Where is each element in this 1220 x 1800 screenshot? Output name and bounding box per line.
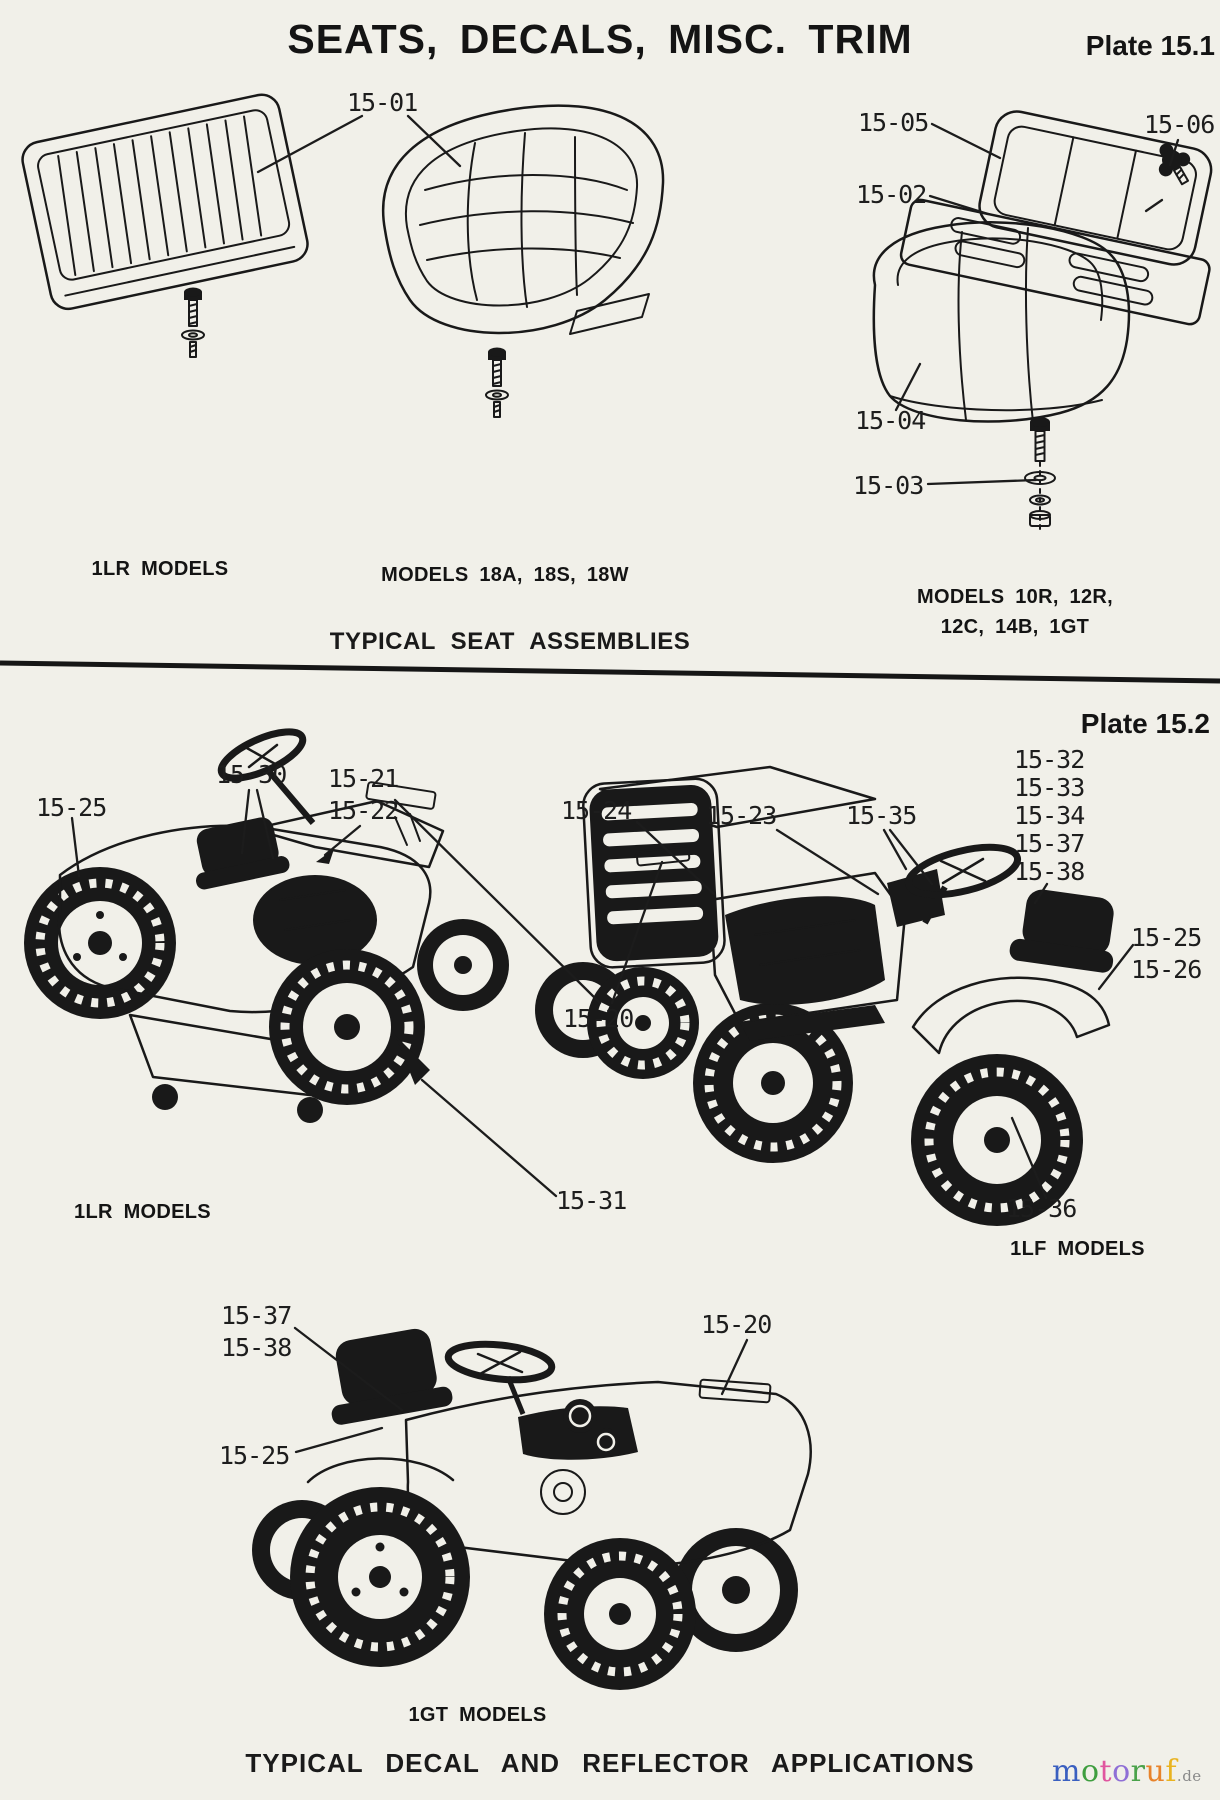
callout-lr-15-30: 15-30 bbox=[216, 760, 287, 789]
callout-gt-15-20: 15-20 bbox=[701, 1310, 772, 1339]
callout-15-33: 15-33 bbox=[1014, 773, 1085, 802]
model-label-1gt: 1GT MODELS bbox=[408, 1704, 547, 1726]
model-label-1lr: 1LR MODELS bbox=[74, 1201, 211, 1223]
callout-15-32: 15-32 bbox=[1014, 745, 1085, 774]
callout-gt-15-37: 15-37 bbox=[221, 1301, 292, 1330]
seat-1lr-drawing bbox=[19, 91, 311, 357]
watermark-letter: r bbox=[1130, 1754, 1146, 1789]
callout-lf-15-36: 15-36 bbox=[1006, 1194, 1077, 1223]
model-label-10r-line1: MODELS 10R, 12R, bbox=[917, 586, 1113, 608]
callout-lr-15-20: 15-20 bbox=[563, 1004, 634, 1033]
watermark-suffix: .de bbox=[1176, 1767, 1202, 1785]
callout-15-03: 15-03 bbox=[853, 471, 924, 500]
tractor-1gt-drawing bbox=[252, 1324, 811, 1690]
watermark-letter: o bbox=[1080, 1754, 1100, 1789]
callout-lr-15-25: 15-25 bbox=[36, 793, 107, 822]
watermark-letter: t bbox=[1099, 1754, 1113, 1789]
callout-lr-15-22: 15-22 bbox=[328, 796, 399, 825]
seat-10r-drawing bbox=[874, 107, 1215, 532]
model-label-18: MODELS 18A, 18S, 18W bbox=[381, 564, 629, 586]
model-label-1lr-seats: 1LR MODELS bbox=[91, 558, 229, 580]
callout-15-04: 15-04 bbox=[855, 406, 926, 435]
page-title: SEATS, DECALS, MISC. TRIM bbox=[287, 16, 913, 62]
watermark-letter: f bbox=[1165, 1754, 1177, 1789]
callout-15-05: 15-05 bbox=[858, 108, 929, 137]
watermark-motoruf bbox=[1052, 1754, 1202, 1789]
watermark-letter: o bbox=[1112, 1754, 1131, 1789]
plate-divider-line bbox=[0, 663, 1220, 681]
callout-15-37: 15-37 bbox=[1014, 829, 1085, 858]
callout-lf-15-35: 15-35 bbox=[846, 801, 917, 830]
callout-gt-15-38: 15-38 bbox=[221, 1333, 292, 1362]
plate2-caption: TYPICAL DECAL AND REFLECTOR APPLICATIONS bbox=[245, 1748, 975, 1778]
callout-lf-15-26: 15-26 bbox=[1131, 955, 1202, 984]
model-label-10r bbox=[865, 582, 1165, 642]
plate1-caption: TYPICAL SEAT ASSEMBLIES bbox=[329, 628, 691, 655]
callout-15-34: 15-34 bbox=[1014, 801, 1085, 830]
callout-15-01: 15-01 bbox=[347, 88, 418, 117]
callout-lf-15-24: 15-24 bbox=[561, 796, 632, 825]
seat-1lr-bolt-icon bbox=[182, 288, 204, 358]
callout-lr-15-21: 15-21 bbox=[328, 764, 399, 793]
seat-18-bolt-icon bbox=[486, 348, 508, 418]
seat-10r-bolt-stack-icon bbox=[1025, 417, 1055, 532]
callout-gt-15-25: 15-25 bbox=[219, 1441, 290, 1470]
model-label-1lf: 1LF MODELS bbox=[1010, 1238, 1145, 1260]
watermark-letter: u bbox=[1145, 1754, 1166, 1789]
callout-stack bbox=[1014, 746, 1084, 886]
plate-15-1-label: Plate 15.1 bbox=[1085, 30, 1215, 61]
seat-18-drawing bbox=[383, 106, 663, 417]
callout-15-02: 15-02 bbox=[856, 180, 927, 209]
callout-lf-15-23: 15-23 bbox=[706, 801, 777, 830]
watermark-letter: m bbox=[1052, 1754, 1081, 1789]
callout-15-38: 15-38 bbox=[1014, 857, 1085, 886]
callout-lr-15-31: 15-31 bbox=[556, 1186, 627, 1215]
arrowhead bbox=[316, 849, 334, 864]
callout-lf-15-25: 15-25 bbox=[1131, 923, 1202, 952]
plate-15-2-label: Plate 15.2 bbox=[1080, 708, 1210, 739]
model-label-10r-line2: 12C, 14B, 1GT bbox=[940, 616, 1090, 638]
callout-15-06: 15-06 bbox=[1144, 110, 1215, 139]
